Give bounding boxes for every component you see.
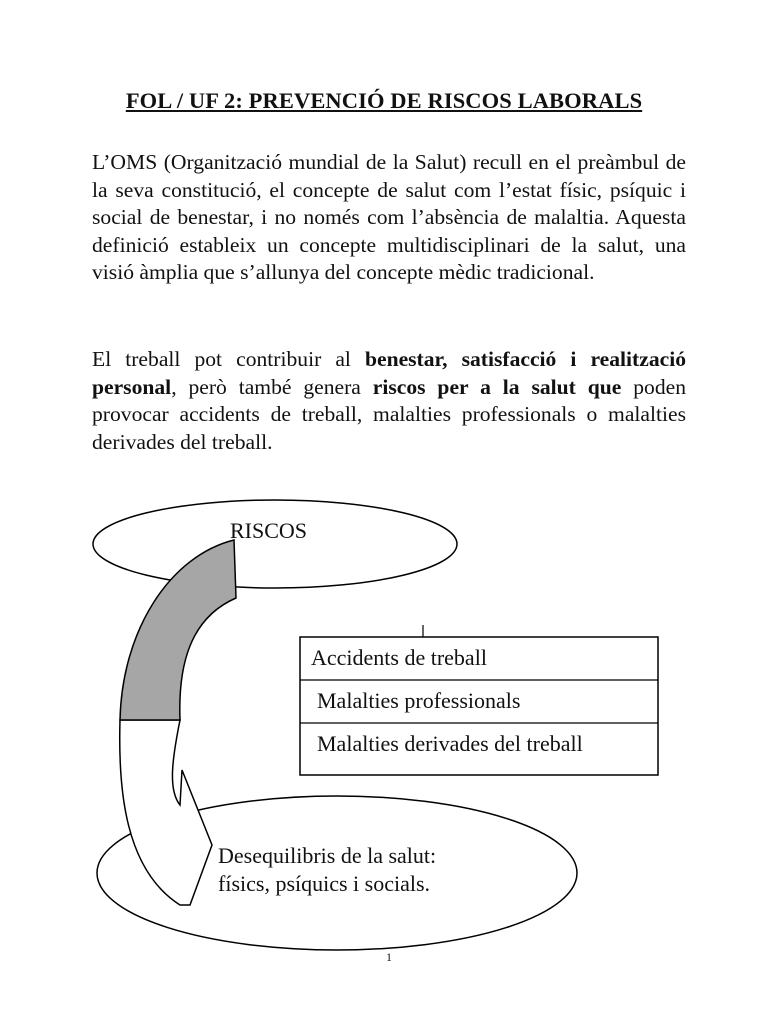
intro-paragraph: L’OMS (Organització mundial de la Salut) recull en el preàmbul de la seva constitució, el concepte de salut com l’estat físic, psíquic i social de benestar, i no només com l’absència de malaltia. Aquesta definició estableix un concepte multidisciplinari de la salut, una visió àmplia que s’allunya del concepte mèdic tradicional. — [92, 150, 686, 284]
risks-ellipse — [93, 500, 457, 588]
paragraph-text: El treball pot contribuir al — [92, 347, 365, 371]
paragraph-text: , però també genera — [171, 374, 373, 399]
paragraph-bold-text: riscos per a la salut que — [372, 374, 622, 399]
page-number: 1 — [386, 950, 392, 964]
risks-label: RISCOS — [230, 518, 308, 543]
health-imbalance-types: físics, psíquics i socials. — [218, 871, 431, 896]
paragraph-bold-text: benestar, satisfacció i realització personal — [92, 347, 686, 399]
risk-item: Malalties professionals — [317, 688, 521, 713]
risk-item: Malalties derivades del treball — [317, 731, 583, 756]
risk-item: Accidents de treball — [311, 645, 487, 670]
page-title: FOL / UF 2: PREVENCIÓ DE RISCOS LABORALS — [125, 88, 643, 113]
paragraph-text: poden provocar accidents de treball, malalties professionals o malalties derivades del treball. — [92, 374, 686, 454]
health-imbalance-label: Desequilibris de la salut: — [218, 843, 437, 868]
